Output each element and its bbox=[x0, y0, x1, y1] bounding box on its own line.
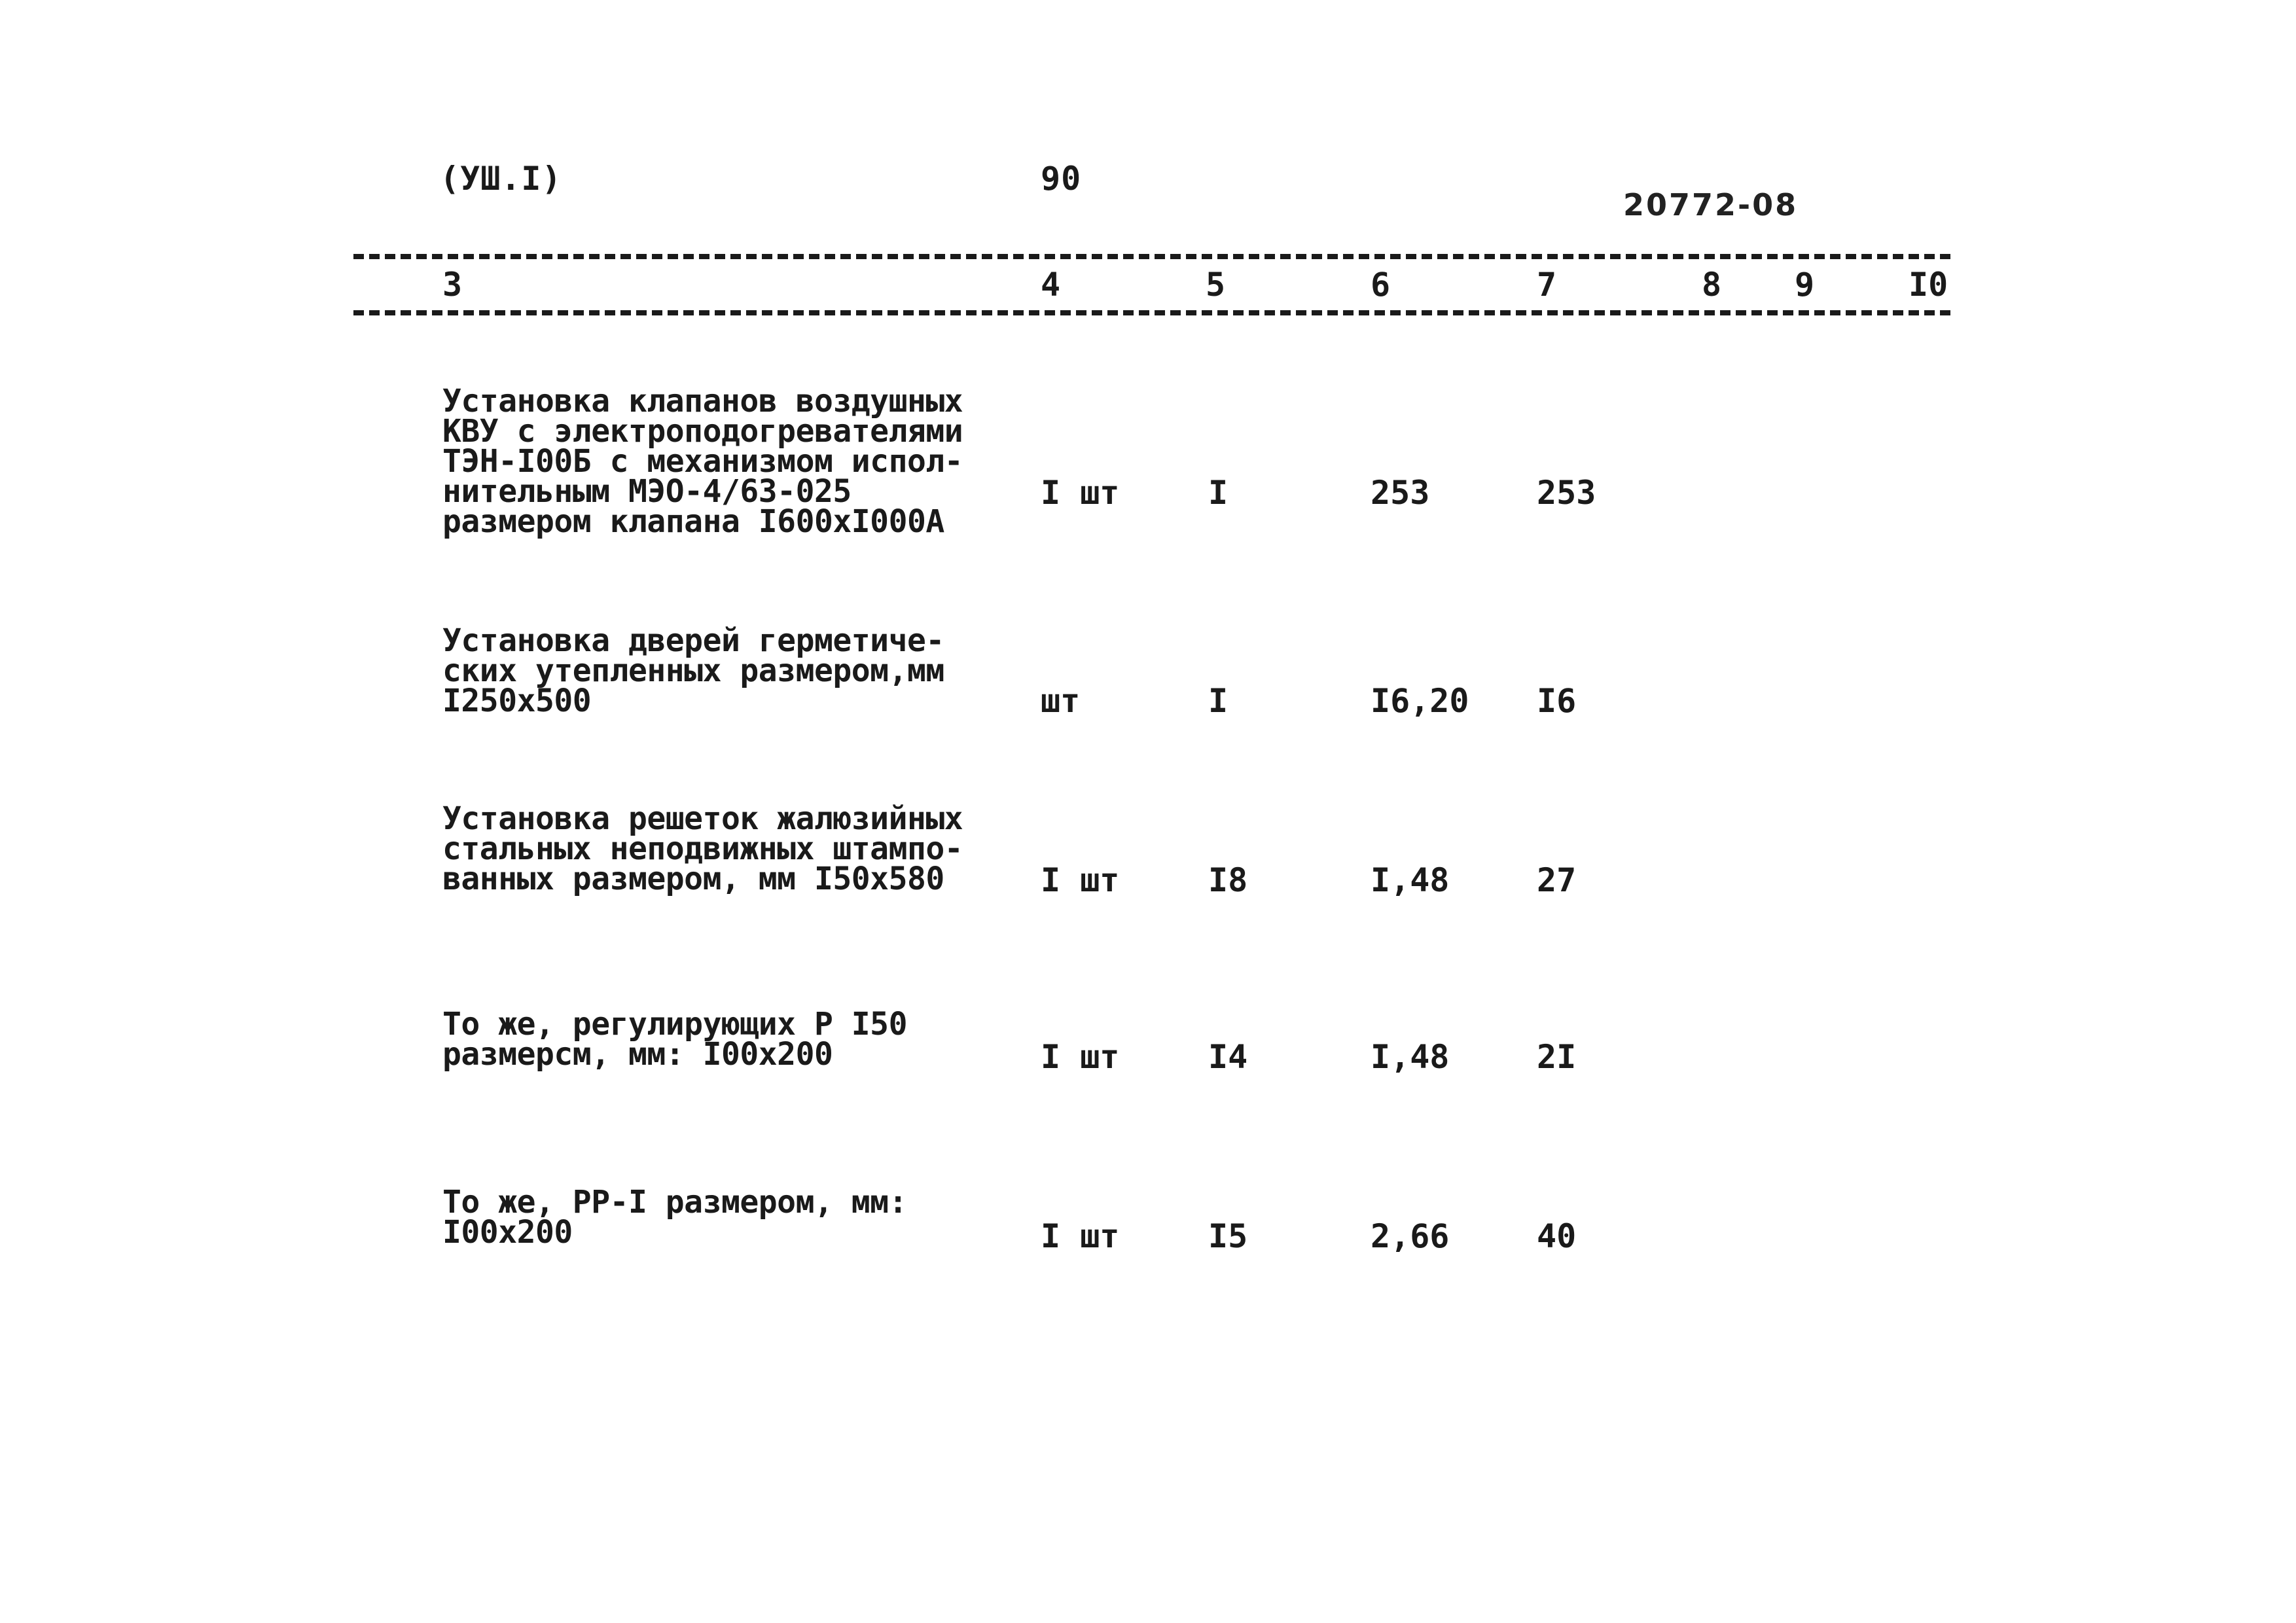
column-header-8: 8 bbox=[1702, 266, 1722, 304]
section-code: (УШ.I) bbox=[440, 160, 562, 198]
row-4-total: 2I bbox=[1537, 1038, 1577, 1076]
row-4-unit: I шт bbox=[1041, 1038, 1120, 1076]
page-number: 90 bbox=[1041, 160, 1082, 198]
column-header-4: 4 bbox=[1041, 266, 1061, 304]
row-1-description: Установка клапанов воздушных КВУ с электроподогревателями ТЭН-I00Б с механизмом испол- нительным МЭО-4/63-025 размером клапана I600хI000А bbox=[442, 383, 963, 540]
row-3-unit: I шт bbox=[1041, 861, 1120, 899]
row-4-quantity: I4 bbox=[1208, 1038, 1248, 1076]
row-3-total: 27 bbox=[1537, 861, 1577, 899]
row-1-total: 253 bbox=[1537, 474, 1596, 512]
row-2-unit: шт bbox=[1041, 682, 1081, 720]
row-5-description: То же, РР-I размером, мм: I00х200 bbox=[442, 1184, 907, 1251]
column-header-6: 6 bbox=[1371, 266, 1391, 304]
row-1-unit: I шт bbox=[1041, 474, 1120, 512]
document-number: 20772-08 bbox=[1623, 187, 1799, 223]
column-header-5: 5 bbox=[1206, 266, 1226, 304]
row-3-quantity: I8 bbox=[1208, 861, 1248, 899]
column-header-7: 7 bbox=[1537, 266, 1557, 304]
row-2-total: I6 bbox=[1537, 682, 1577, 720]
row-2-price: I6,20 bbox=[1371, 682, 1469, 720]
row-2-quantity: I bbox=[1208, 682, 1229, 720]
row-4-description: То же, регулирующих Р I50 размерсм, мм: I00х200 bbox=[442, 1006, 907, 1073]
column-header-9: 9 bbox=[1795, 266, 1815, 304]
row-5-quantity: I5 bbox=[1208, 1217, 1248, 1255]
row-2-description: Установка дверей герметиче- ских утепленных размером,мм I250х500 bbox=[442, 622, 944, 719]
column-header-3: 3 bbox=[442, 266, 463, 304]
row-1-price: 253 bbox=[1371, 474, 1430, 512]
row-5-unit: I шт bbox=[1041, 1217, 1120, 1255]
header-bottom-rule bbox=[353, 310, 1950, 315]
column-header-10: I0 bbox=[1909, 266, 1948, 304]
row-1-quantity: I bbox=[1208, 474, 1229, 512]
row-3-price: I,48 bbox=[1371, 861, 1450, 899]
header-top-rule bbox=[353, 254, 1950, 259]
row-4-price: I,48 bbox=[1371, 1038, 1450, 1076]
row-3-description: Установка решеток жалюзийных стальных неподвижных штампо- ванных размером, мм I50х580 bbox=[442, 800, 963, 897]
row-5-total: 40 bbox=[1537, 1217, 1577, 1255]
row-5-price: 2,66 bbox=[1371, 1217, 1450, 1255]
